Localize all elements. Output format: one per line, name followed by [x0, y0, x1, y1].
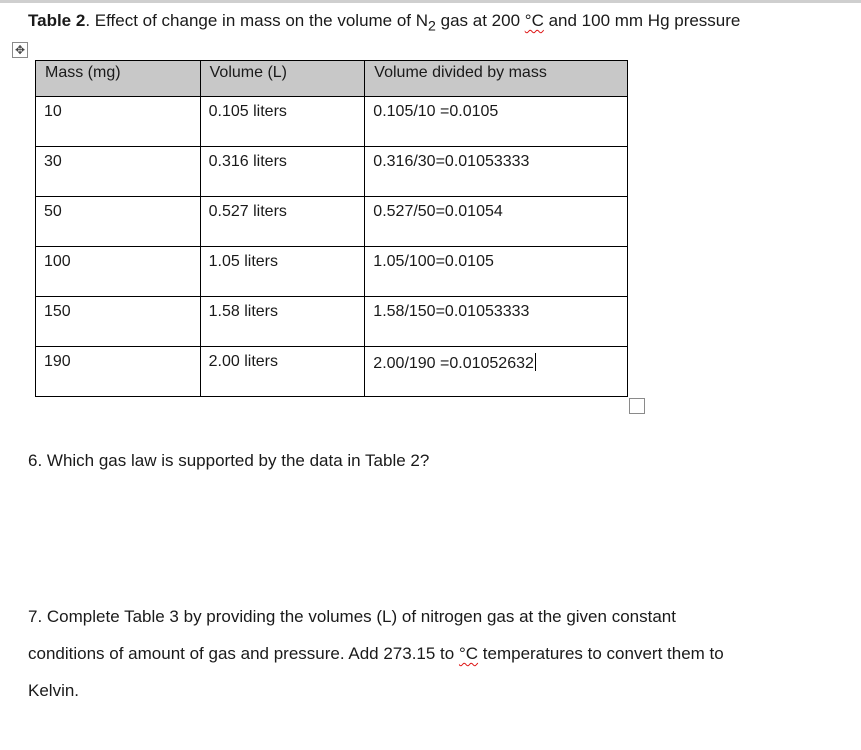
table-cell[interactable]: 0.316 liters — [200, 147, 365, 197]
table-row — [36, 197, 628, 247]
table-cell-active[interactable] — [365, 347, 628, 397]
table-row — [36, 297, 628, 347]
header-row — [36, 61, 628, 97]
table-row — [36, 97, 628, 147]
header-cell-volume[interactable]: Volume (L) — [200, 61, 365, 97]
table-row — [36, 247, 628, 297]
table-cell[interactable]: 150 — [36, 297, 201, 347]
table-caption — [28, 11, 740, 34]
table-cell[interactable]: 50 — [36, 197, 201, 247]
caption-unit: °C — [524, 11, 544, 30]
table-cell[interactable]: 10 — [36, 97, 201, 147]
table-cell[interactable]: 0.527 liters — [200, 197, 365, 247]
question-7-line-3: Kelvin. — [28, 681, 80, 700]
table-cell[interactable]: 1.58 liters — [200, 297, 365, 347]
caption-text-3: and 100 mm Hg pressure — [543, 11, 741, 30]
caption-subscript: 2 — [428, 18, 436, 35]
table-cell[interactable]: 100 — [36, 247, 201, 297]
caption-text-2: gas at 200 — [435, 11, 525, 30]
data-table — [35, 60, 628, 397]
table-cell[interactable]: 2.00 liters — [200, 347, 365, 397]
question-7-unit: °C — [458, 644, 479, 663]
move-arrows-icon[interactable]: ✥ — [12, 42, 28, 58]
active-cell-text: 2.00/190 =0.01052632 — [373, 355, 534, 372]
question-7-line-1: 7. Complete Table 3 by providing the volumes (L) of nitrogen gas at the given constant — [28, 607, 676, 626]
table-cell[interactable]: 0.105/10 =0.0105 — [365, 97, 628, 147]
table-cell[interactable]: 0.105 liters — [200, 97, 365, 147]
caption-text-1: . Effect of change in mass on the volume of N — [85, 11, 429, 30]
page-top-border — [0, 0, 861, 3]
question-7 — [28, 598, 828, 709]
question-6: 6. Which gas law is supported by the data in Table 2? — [28, 451, 430, 470]
table-cell[interactable]: 190 — [36, 347, 201, 397]
table-resize-icon[interactable] — [629, 398, 645, 414]
table-cell[interactable]: 1.58/150=0.01053333 — [365, 297, 628, 347]
header-cell-mass[interactable]: Mass (mg) — [36, 61, 201, 97]
table-cell[interactable]: 1.05 liters — [200, 247, 365, 297]
table-cell[interactable]: 0.527/50=0.01054 — [365, 197, 628, 247]
text-cursor — [535, 353, 536, 371]
caption-label: Table 2 — [28, 11, 86, 30]
table-cell[interactable]: 30 — [36, 147, 201, 197]
table-row — [36, 147, 628, 197]
table-cell[interactable]: 1.05/100=0.0105 — [365, 247, 628, 297]
header-cell-ratio[interactable]: Volume divided by mass — [365, 61, 628, 97]
question-7-line-2: conditions of amount of gas and pressure. Add 273.15 to °C temperatures to convert them to — [28, 644, 724, 663]
table-cell[interactable]: 0.316/30=0.01053333 — [365, 147, 628, 197]
table-row — [36, 347, 628, 397]
